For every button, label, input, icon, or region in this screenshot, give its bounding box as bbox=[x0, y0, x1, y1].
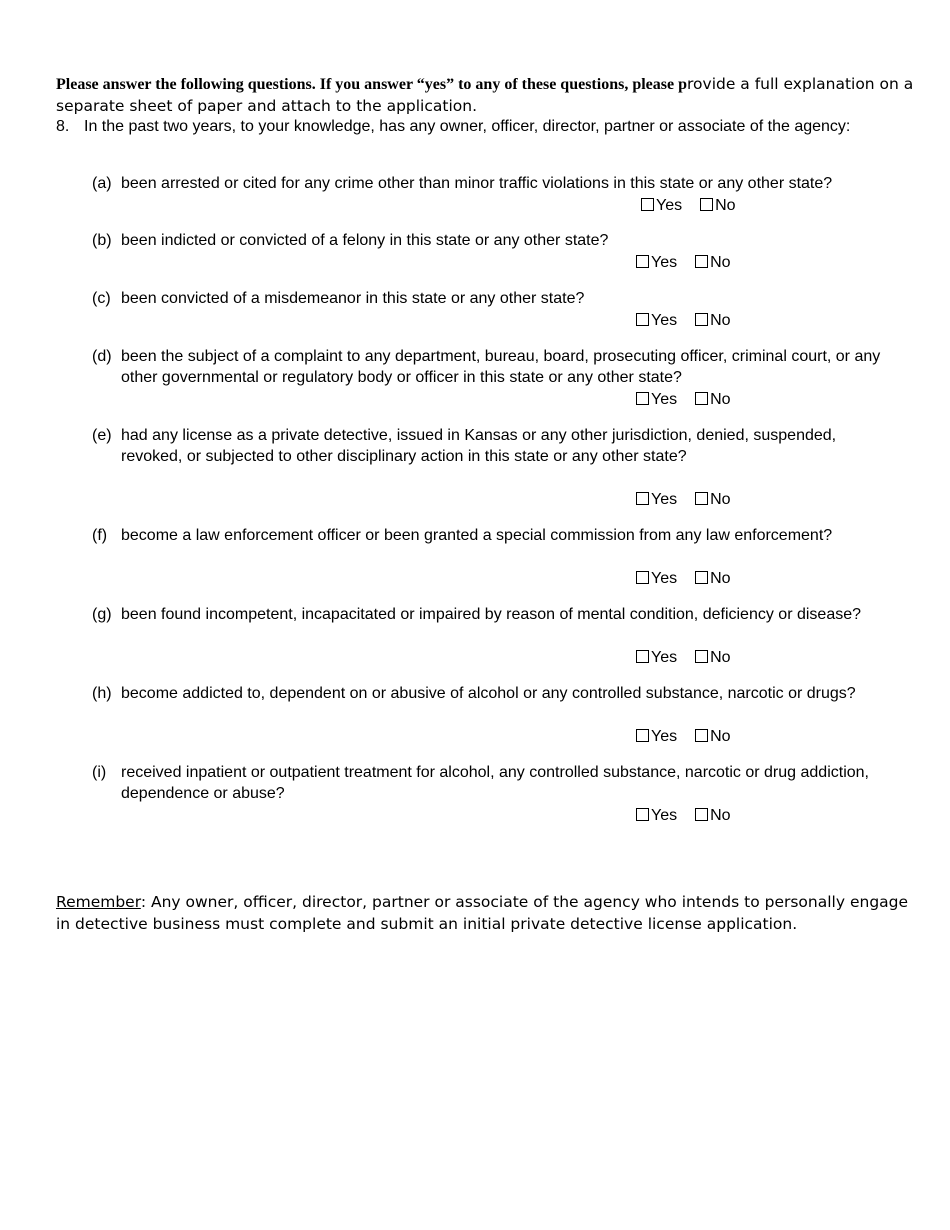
item-letter: (e) bbox=[92, 427, 112, 444]
question-number: 8. bbox=[56, 118, 70, 135]
no-label: No bbox=[710, 728, 731, 745]
no-label: No bbox=[710, 254, 731, 271]
checkbox-icon bbox=[695, 729, 708, 742]
checkbox-icon bbox=[700, 198, 713, 211]
yes-label: Yes bbox=[651, 649, 678, 666]
yes-no-f bbox=[636, 569, 731, 589]
checkbox-icon bbox=[636, 313, 649, 326]
checkbox-icon bbox=[636, 808, 649, 821]
yes-label: Yes bbox=[656, 197, 683, 214]
item-text: been arrested or cited for any crime other than minor traffic violations in this state or any other state? bbox=[121, 175, 833, 192]
item-letter: (d) bbox=[92, 348, 112, 365]
item-letter: (i) bbox=[92, 764, 107, 781]
yes-checkbox-d[interactable] bbox=[636, 390, 677, 410]
no-checkbox-c[interactable] bbox=[695, 311, 730, 331]
no-checkbox-e[interactable] bbox=[695, 490, 730, 510]
item-letter: (h) bbox=[92, 685, 112, 702]
item-text: received inpatient or outpatient treatment for alcohol, any controlled substance, narcotic or drug addiction, dependence or abuse? bbox=[121, 764, 869, 802]
checkbox-icon bbox=[695, 571, 708, 584]
yes-label: Yes bbox=[651, 570, 678, 587]
checkbox-icon bbox=[695, 313, 708, 326]
item-text: had any license as a private detective, issued in Kansas or any other jurisdiction, denied, suspended, revoked, or subjected to other disciplinary action in this state or any other state? bbox=[121, 427, 837, 465]
checkbox-icon bbox=[636, 492, 649, 505]
no-checkbox-d[interactable] bbox=[695, 390, 730, 410]
instructions-bold: Please answer the following questions. If you answer “yes” to any of these questions, please p bbox=[56, 76, 687, 93]
checkbox-icon bbox=[636, 571, 649, 584]
item-text: become a law enforcement officer or been granted a special commission from any law enforcement? bbox=[121, 527, 833, 544]
checkbox-icon bbox=[695, 255, 708, 268]
no-label: No bbox=[710, 807, 731, 824]
no-label: No bbox=[710, 312, 731, 329]
checkbox-icon bbox=[695, 392, 708, 405]
no-label: No bbox=[715, 197, 736, 214]
yes-checkbox-a[interactable] bbox=[641, 196, 682, 216]
item-letter: (f) bbox=[92, 527, 108, 544]
checkbox-icon bbox=[641, 198, 654, 211]
yes-no-e bbox=[636, 490, 731, 510]
item-text: been found incompetent, incapacitated or impaired by reason of mental condition, deficiency or disease? bbox=[121, 606, 862, 623]
yes-checkbox-c[interactable] bbox=[636, 311, 677, 331]
checkbox-icon bbox=[636, 729, 649, 742]
yes-label: Yes bbox=[651, 728, 678, 745]
yes-label: Yes bbox=[651, 312, 678, 329]
yes-label: Yes bbox=[651, 807, 678, 824]
item-letter: (b) bbox=[92, 232, 112, 249]
checkbox-icon bbox=[636, 392, 649, 405]
checkbox-icon bbox=[636, 650, 649, 663]
no-checkbox-h[interactable] bbox=[695, 727, 730, 747]
instructions bbox=[56, 73, 916, 117]
no-label: No bbox=[710, 491, 731, 508]
item-text: been convicted of a misdemeanor in this state or any other state? bbox=[121, 290, 585, 307]
no-label: No bbox=[710, 570, 731, 587]
checkbox-icon bbox=[695, 808, 708, 821]
item-letter: (c) bbox=[92, 290, 111, 307]
item-letter: (g) bbox=[92, 606, 112, 623]
yes-no-c bbox=[636, 311, 731, 331]
checkbox-icon bbox=[636, 255, 649, 268]
checkbox-icon bbox=[695, 650, 708, 663]
no-checkbox-a[interactable] bbox=[700, 196, 735, 216]
yes-checkbox-g[interactable] bbox=[636, 648, 677, 668]
yes-label: Yes bbox=[651, 391, 678, 408]
item-text: become addicted to, dependent on or abusive of alcohol or any controlled substance, narcotic or drugs? bbox=[121, 685, 856, 702]
question-text: In the past two years, to your knowledge, has any owner, officer, director, partner or associate of the agency: bbox=[84, 118, 851, 135]
yes-no-d bbox=[636, 390, 731, 410]
yes-no-i bbox=[636, 806, 731, 826]
no-checkbox-i[interactable] bbox=[695, 806, 730, 826]
yes-no-g bbox=[636, 648, 731, 668]
yes-checkbox-f[interactable] bbox=[636, 569, 677, 589]
item-text: been the subject of a complaint to any department, bureau, board, prosecuting officer, criminal court, or any other governmental or regulatory body or officer in this state or any other state? bbox=[121, 348, 881, 386]
yes-checkbox-h[interactable] bbox=[636, 727, 677, 747]
remember-text: : Any owner, officer, director, partner or associate of the agency who intends to personally engage in detective business must complete and submit an initial private detective license application. bbox=[56, 893, 909, 933]
yes-checkbox-i[interactable] bbox=[636, 806, 677, 826]
instructions-rest: rovide a full explanation on a separate sheet of paper and attach to the application. bbox=[56, 75, 914, 115]
yes-no-a bbox=[641, 196, 736, 216]
no-checkbox-f[interactable] bbox=[695, 569, 730, 589]
yes-checkbox-b[interactable] bbox=[636, 253, 677, 273]
no-label: No bbox=[710, 649, 731, 666]
yes-no-h bbox=[636, 727, 731, 747]
item-text: been indicted or convicted of a felony in this state or any other state? bbox=[121, 232, 609, 249]
remember-note bbox=[56, 891, 916, 935]
item-letter: (a) bbox=[92, 175, 112, 192]
no-checkbox-b[interactable] bbox=[695, 253, 730, 273]
yes-label: Yes bbox=[651, 254, 678, 271]
no-label: No bbox=[710, 391, 731, 408]
no-checkbox-g[interactable] bbox=[695, 648, 730, 668]
checkbox-icon bbox=[695, 492, 708, 505]
yes-label: Yes bbox=[651, 491, 678, 508]
remember-label: Remember bbox=[56, 893, 141, 911]
yes-checkbox-e[interactable] bbox=[636, 490, 677, 510]
yes-no-b bbox=[636, 253, 731, 273]
